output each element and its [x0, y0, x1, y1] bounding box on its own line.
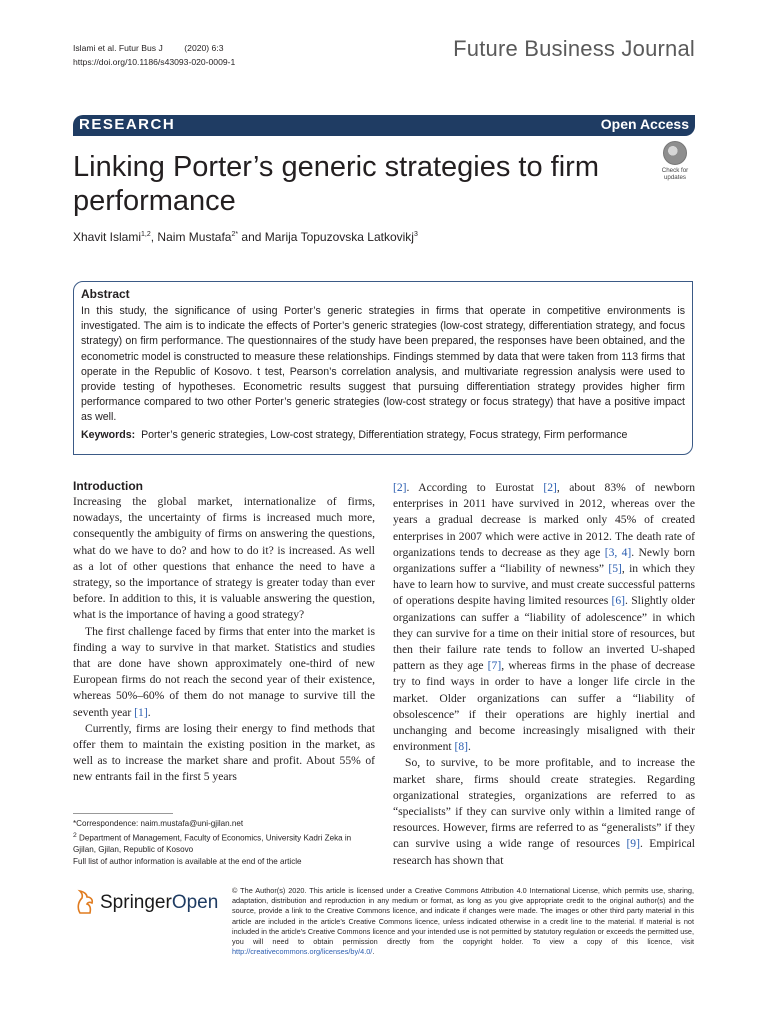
intro-paragraph-3: Currently, firms are losing their energy to find methods that offer them to maintain the existing position in the market, as well as to increase the market share and profit. About 55% of new entrants fail in the first 5 years	[73, 721, 375, 784]
citation-ref[interactable]: [5]	[608, 562, 622, 576]
check-label-2: updates	[663, 174, 687, 181]
citation-ref[interactable]: [3, 4]	[604, 545, 632, 559]
check-updates-icon	[663, 141, 687, 165]
right-paragraph-1: [2]. According to Eurostat [2], about 83% of newborn enterprises in 2011 have survived in 2012, whereas over the years a gradual decrease is marked only 45% of created enterprises in 2007 which were active in 2012. The death rate of organizations tends to decrease as they age [3, 4]. Newly born organizations suffer a “liability of newness” [5], in which they have to learn how to survive, and must create successful patterns of operations despite having limited resources [6]. Slightly older organizations can suffer a “liability of adolescence” in which they can survive for a time on their initial store of resources, but then their failure rate tends to follow an inverted U-shaped pattern as they age [7], whereas firms in the phase of decrease try to find ways in order to have a longer life circle in the market. Older organizations can suffer a “liability of obsolescence” if their operations are highly inertial and unchanging and become increasingly misaligned with their environment [8].	[393, 481, 696, 754]
springer-open-logo[interactable]	[74, 889, 219, 917]
article-title: Linking Porter’s generic strategies to firm performance	[73, 151, 599, 217]
open-word: Open	[171, 892, 219, 913]
keywords-label: Keywords:	[81, 428, 136, 441]
abstract-box	[73, 281, 693, 455]
abstract-text: In this study, the significance of using Porter’s generic strategies in firms that operate in competitive environments is investigated. The aim is to indicate the effects of Porter’s generic strategies (low-cost strategy, differentiation strategy, and focus strategy) on firm performance. The questionnaires of the study have been prepared, the responses have been obtained, and the econometric model is constructed to measure these relationships. Findings stemmed by data that were taken from 113 firms that operate in the Republic of Kosovo. t test, Pearson’s correlation analysis, and multivariate regression analysis were used to provide testing of hypotheses. Econometric results suggest that pursuing differentiation strategy provides higher firm performance compared to two other Porter’s generic strategies (low-cost strategy or focus strategy) that have a positive impact as well.	[81, 305, 685, 424]
citation-ref[interactable]: [1]	[134, 705, 148, 719]
footnotes	[73, 818, 373, 868]
journal-name: Future Business Journal	[453, 36, 695, 61]
correspondence: *Correspondence: naim.mustafa@uni-gjilan.net	[73, 819, 244, 828]
citation-ref[interactable]: [8]	[454, 740, 469, 754]
springer-word: Springer	[100, 892, 172, 913]
citation-ref[interactable]: [2]	[393, 481, 407, 494]
author-list	[73, 230, 418, 244]
section-banner	[73, 115, 695, 136]
springer-horse-icon	[74, 889, 96, 915]
doi-link[interactable]: https://doi.org/10.1186/s43093-020-0009-1	[73, 57, 236, 67]
citation-ref[interactable]: [7]	[487, 659, 502, 673]
author-1[interactable]: Xhavit Islami	[73, 230, 142, 244]
author-3-affil: 3	[413, 231, 418, 238]
abstract-heading: Abstract	[81, 287, 130, 301]
keywords-list: Porter’s generic strategies, Low-cost strategy, Differentiation strategy, Focus strategy, Firm performance	[141, 428, 628, 441]
citation: Islami et al. Futur Bus J	[73, 43, 163, 53]
open-access-label: Open Access	[600, 116, 689, 132]
citation-ref[interactable]: [2]	[543, 481, 557, 494]
left-column	[73, 478, 375, 786]
author-2[interactable]: , Naim Mustafa	[150, 230, 232, 244]
author-info-note: Full list of author information is available at the end of the article	[73, 857, 302, 867]
footnote-divider	[73, 813, 173, 814]
intro-paragraph-1: Increasing the global market, internationalize of firms, nowadays, the uncertainty of firms is increased much more, consequently the ambiguity of firms on answering the questions, what do we have to do? and how to do it? is increased. As well as a lot of other questions that enhance the need to have a strategy, so the importance of strategy is greater today than ever before. In addition to this, it is valuable answering the question, what is the importance of having a good strategy?	[73, 495, 375, 622]
intro-paragraph-2: The first challenge faced by firms that enter into the market is finding a way to survive in that market. Statistics and studies that are done have shown approximately one-third of new European firms do not reach the second year of their existence, whereas 50%–60% of them do not manage to survive till the seventh year [1].	[73, 624, 375, 719]
introduction-heading: Introduction	[73, 479, 143, 493]
affiliation: $^2$ Department of Management, Faculty of Economics, University Kadri Zeka in Gjilan, Gjilan, Republic of Kosovo	[73, 831, 352, 855]
author-3[interactable]: and Marija Topuzovska Latkovikj	[238, 230, 414, 244]
right-column	[393, 480, 695, 869]
check-label-1: Check for	[661, 167, 689, 174]
license-text: © The Author(s) 2020. This article is licensed under a Creative Commons Attribution 4.0 International License, which permits use, sharing, adaptation, distribution and reproduction in any medium or format, as long as you give appropriate credit to the original author(s) and the source, provide a link to the Creative Commons licence, and indicate if changes were made. The images or other third party material in this article are included in the article’s Creative Commons licence, unless indicated otherwise in a credit line to the material. If material is not included in the article’s Creative Commons licence and your intended use is not permitted by statutory regulation or exceeds the permitted use, you will need to obtain permission directly from the copyright holder. To view a copy of this licence, visit http://creativecommons.org/licenses/by/4.0/.	[232, 886, 694, 957]
author-2-affil: 2*	[231, 231, 239, 238]
right-paragraph-2: So, to survive, to be more profitable, and to increase the market share, firms should create strategies. Regarding organizational strategies, organizations are referred to as “specialists” if they can survive only within a limited range of resources. However, firms are referred to as “generalists” if they can survive using a wide range of resources [9]. Empirical research has shown that	[393, 756, 695, 867]
author-1-affil: 1,2	[141, 231, 151, 238]
section-label: RESEARCH	[79, 116, 176, 133]
license-link[interactable]: http://creativecommons.org/licenses/by/4.0/	[232, 947, 373, 957]
article-meta	[73, 41, 235, 69]
citation-ref[interactable]: [9]	[626, 837, 640, 851]
year-volume: (2020) 6:3	[184, 43, 224, 53]
citation-ref[interactable]: [6]	[611, 594, 626, 608]
check-for-updates-badge[interactable]	[656, 141, 694, 181]
keywords	[81, 429, 685, 441]
